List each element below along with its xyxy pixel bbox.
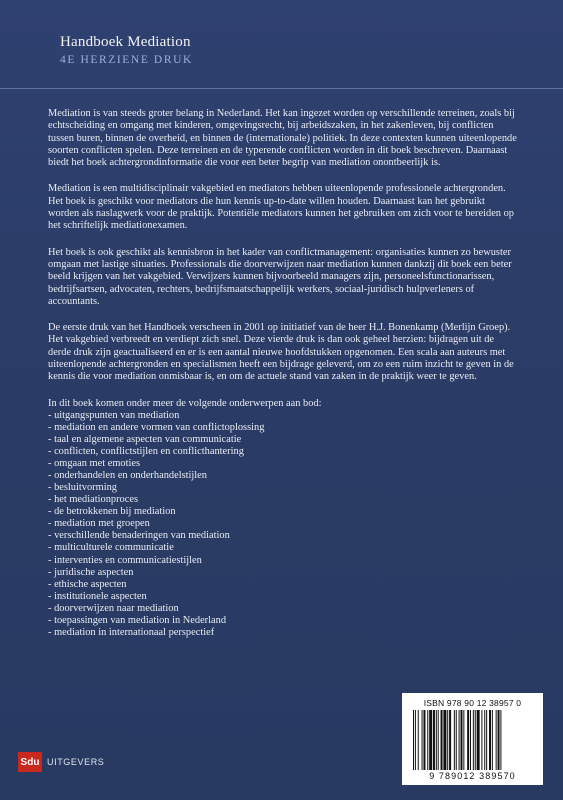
barcode-bar [463, 710, 464, 770]
barcode-bar [477, 710, 480, 770]
barcode-bar [456, 710, 457, 770]
list-item: - institutionele aspecten [48, 591, 518, 603]
book-title: Handboek Mediation [60, 34, 191, 50]
barcode-bar [454, 710, 455, 770]
list-item: - ethische aspecten [48, 579, 518, 591]
paragraph: De eerste druk van het Handboek verscheen in 2001 op initiatief van de heer H.J. Bonenkamp (Merlijn Groep). Het vakgebied verbreedt en verdiept zich snel. Deze vierde druk is dan ook geheel herzien: bijdragen uit de derde druk zijn geactualiseerd en er is een aantal nieuwe hoofdstukken opgenomen. Een scala aan auteurs met uiteenlopende achtergronden en specialismen heeft een bijdrage geleverd, om zo een ruim inzicht te geven in de kennis die voor mediation onmisbaar is, en om de actuele stand van zaken in de praktijk weer te geven. [48, 322, 514, 383]
barcode-bar [470, 710, 471, 770]
barcode-bar [449, 710, 451, 770]
paragraph: Het boek is ook geschikt als kennisbron in het kader van conflictmanagement: organisaties kunnen zo bewuster omgaan met lastige situaties. Professionals die doorverwijzen naar mediation kunnen dankzij dit boek een beter beeld krijgen van het vakgebied. Verwijzers kunnen bijvoorbeeld managers zijn, personeelsfunctionarissen, bedrijfsartsen, advocaten, rechters, bedrijfsmaatschappelijk werkers, sociaal-juridisch hulpverleners of accountants. [48, 246, 512, 307]
barcode-bar [418, 710, 419, 770]
barcode-bar [486, 710, 487, 770]
list-item: - juridische aspecten [48, 567, 518, 579]
publisher [18, 752, 104, 772]
barcode-bar [461, 710, 463, 770]
isbn-barcode-box [402, 693, 543, 785]
list-item: - toepassingen van mediation in Nederland [48, 615, 518, 627]
barcode-bar [441, 710, 443, 770]
paragraph: Mediation is een multidisciplinair vakgebied en mediators hebben uiteenlopende professionele achtergronden. Het boek is geschikt voor mediators die hun kennis up-to-date willen houden. Daarnaast kan het gebruikt worden als naslagwerk voor de praktijk. Potentiële mediators kunnen het gebruiken om zich voor te bereiden op het schriftelijk mediationexamen. [48, 183, 514, 232]
list-item: - uitgangspunten van mediation [48, 410, 518, 422]
barcode-bar [489, 710, 491, 770]
paragraph: Mediation is van steeds groter belang in Nederland. Het kan ingezet worden op verschillende terreinen, zoals bij echtscheiding en omgang met kinderen, omgevingsrecht, bij arbeidszaken, in het zakenleven, bij conflicten tussen buren, binnen de overheid, en binnen de (internationale) politiek. In deze contexten kunnen uiteenlopende soorten conflicten spelen. Deze terreinen en de typerende conflicten worden in dit boek beschreven. Daarnaast biedt het boek achtergrondinformatie die voor een beter begrip van mediation onontbeerlijk is. [48, 108, 517, 169]
barcode-bar [415, 710, 416, 770]
barcode-bar [484, 710, 485, 770]
list-item: - taal en algemene aspecten van communicatie [48, 434, 518, 446]
list-item: - besluitvorming [48, 482, 518, 494]
list-item: - mediation met groepen [48, 518, 518, 530]
barcode-bar [423, 710, 425, 770]
publisher-logo: Sdu [18, 752, 42, 772]
barcode-bar [422, 710, 423, 770]
list-item: - doorverwijzen naar mediation [48, 603, 518, 615]
topics-intro: In dit boek komen onder meer de volgende onderwerpen aan bod: [48, 397, 322, 409]
list-item: - mediation en andere vormen van conflictoplossing [48, 422, 518, 434]
topics-list [48, 410, 518, 639]
list-item: - onderhandelen en onderhandelstijlen [48, 470, 518, 482]
list-item: - mediation in internationaal perspectief [48, 627, 518, 639]
edition-subtitle: 4E HERZIENE DRUK [60, 54, 193, 66]
list-item: - interventies en communicatiestijlen [48, 555, 518, 567]
barcode-bar [443, 710, 446, 770]
barcode-bar [436, 710, 437, 770]
barcode-bar [496, 710, 497, 770]
publisher-name: UITGEVERS [47, 757, 105, 767]
barcode-bar [467, 710, 469, 770]
list-item: - multiculturele communicatie [48, 542, 518, 554]
barcode-bar [498, 710, 500, 770]
header-divider [0, 88, 563, 89]
isbn-label: ISBN 978 90 12 38957 0 [423, 698, 522, 708]
barcode-bar [500, 710, 501, 770]
list-item: - het mediationproces [48, 494, 518, 506]
list-item: - verschillende benaderingen van mediation [48, 530, 518, 542]
barcode-bar [438, 710, 439, 770]
barcode [412, 710, 536, 772]
barcode-bar [413, 710, 414, 770]
barcode-bar [429, 710, 432, 770]
list-item: - conflicten, conflictstijlen en conflicthantering [48, 446, 518, 458]
header [60, 34, 193, 66]
barcode-bar [473, 710, 474, 770]
list-item: - omgaan met emoties [48, 458, 518, 470]
barcode-bar [481, 710, 482, 770]
barcode-digits: 9 789012 389570 [429, 771, 516, 781]
barcode-bar [475, 710, 476, 770]
barcode-bar [459, 710, 460, 770]
list-item: - de betrokkenen bij mediation [48, 506, 518, 518]
barcode-bar [433, 710, 435, 770]
barcode-bar [427, 710, 428, 770]
barcode-bar [447, 710, 448, 770]
blurb [48, 108, 518, 639]
barcode-bar [492, 710, 493, 770]
